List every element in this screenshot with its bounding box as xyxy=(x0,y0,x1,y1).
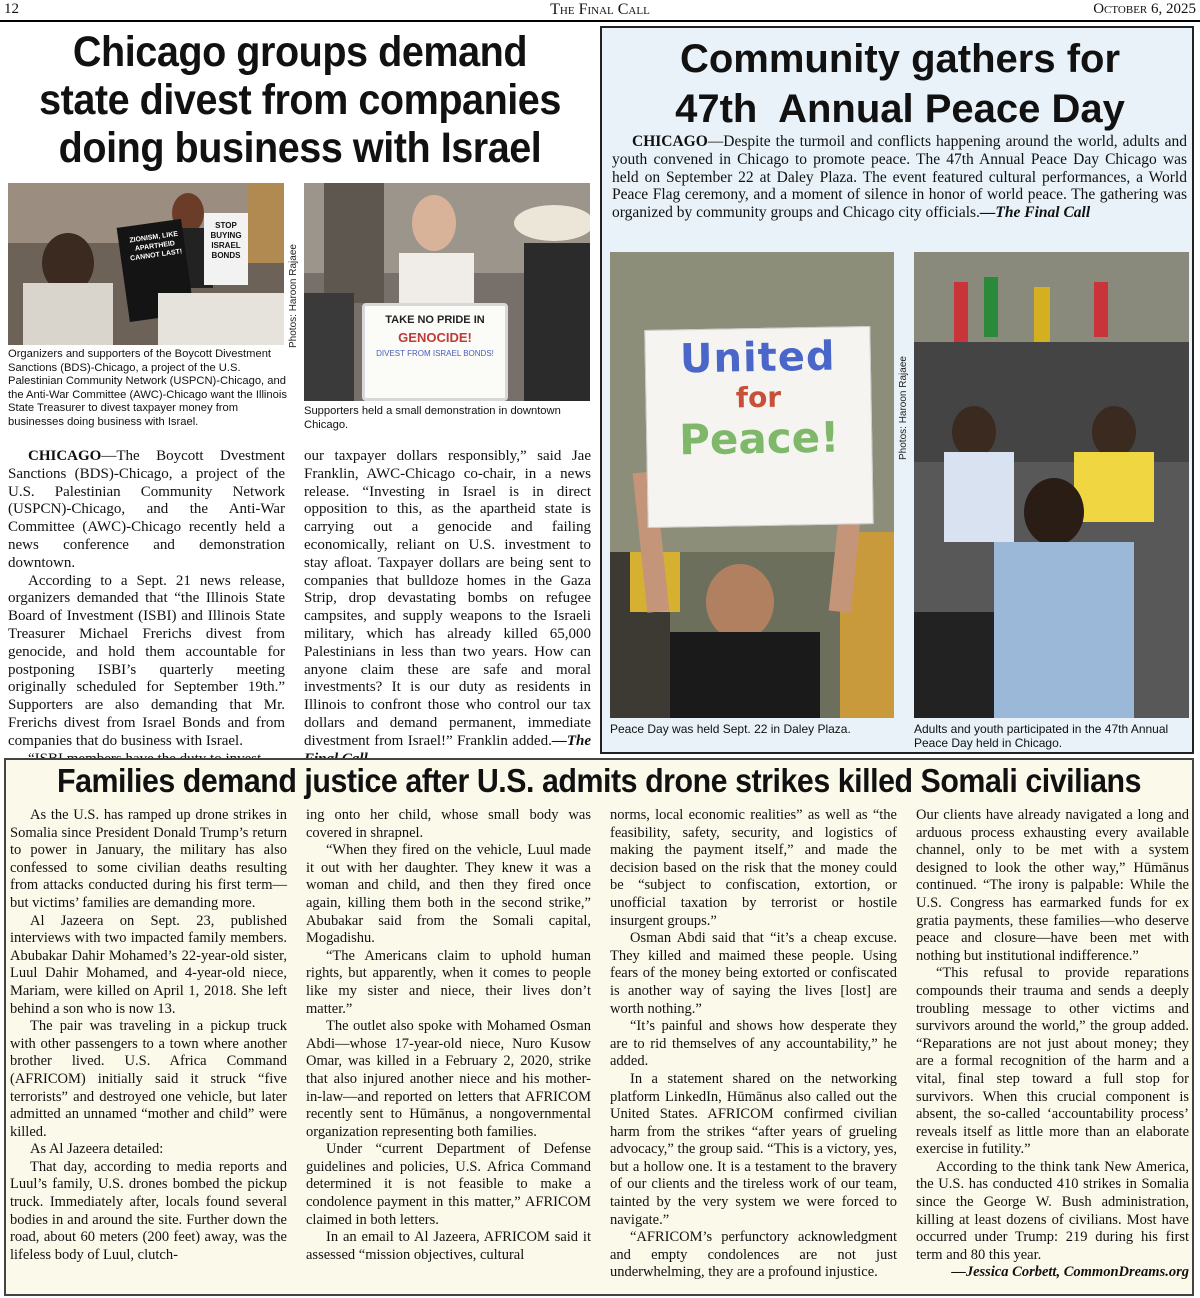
page-date: October 6, 2025 xyxy=(1093,1,1196,17)
article3-paragraph: The pair was traveling in a pickup truck with other passengers to a town where another brother lived. U.S. Africa Command (AFRICOM) initially said it struck “five terrorists” and destroyed one vehicle, but later admitted an unnamed “mother and child” were killed. xyxy=(10,1018,287,1140)
article1-photo-demonstration xyxy=(304,183,590,401)
article1-photo-bds-table xyxy=(8,183,284,345)
article1-headline: Chicago groups demand state divest from companies doing business with Israel xyxy=(39,28,561,172)
sign-stop-buying-bonds: STOP BUYING ISRAEL BONDS xyxy=(210,221,242,260)
article3-paragraph: “This refusal to provide reparations compounds their trauma and sends a deeply troubling message to other victims and survivors around the world,” the group added. “Reparations are not just about money; they are a formal recognition of the harm and a vital, final step toward a full stop for survivors. When this crucial component is absent, the so-called ‘accountability process’ reveals itself as little more than an elaborate exercise in futility.” xyxy=(916,965,1189,1158)
page-number: 12 xyxy=(4,1,19,17)
photo-illustration xyxy=(914,252,1189,718)
article1-byline: —The xyxy=(551,732,591,749)
article2-paragraph: —Despite the turmoil and conflicts happening around the world, adults and youth convened in Chicago to promote peace. The 47th Annual Peace Day Chicago was held on September 22 at Daley Plaza. The event featured cultural performances, a World Peace Flag ceremony, and a moment of silence in honor of world peace. The gathering was organized by community groups and Chicago city officials. xyxy=(612,133,1187,222)
sign-divest-bonds: DIVEST FROM ISRAEL BONDS! xyxy=(376,349,494,358)
article1-column-1 xyxy=(8,448,285,768)
united-for-peace-sign xyxy=(644,326,873,528)
article3-column-2 xyxy=(306,807,591,1264)
article1-photo1-caption: Organizers and supporters of the Boycott Divestment Sanctions (BDS)-Chicago, a project of the U.S. Palestinian Community Network (USPCN)-Chicago, and the Anti-War Committee (AWC)-Chicago want the Illinois State Treasurer to divest taxpayer money from businesses doing business with Israel. xyxy=(8,348,287,428)
article3-column-4 xyxy=(916,807,1189,1282)
article1-column-2 xyxy=(304,448,591,768)
publication-name: The Final Call xyxy=(550,1,650,18)
article3-paragraph: Al Jazeera on Sept. 23, published interviews with two impacted family members. Abubakar Dahir Mohamed’s 22-year-old sister, Luul Dahir Mohamed, and 4-year-old niece, Mariam, were killed on April 1, 2018. She left behind a son who is now 13. xyxy=(10,912,287,1017)
article3-paragraph: “When they fired on the vehicle, Luul made it out with her daughter. They knew it was a woman and child, and then they fired once again, killing them both in the second strike,” Abubakar said from the Somali capital, Mogadishu. xyxy=(306,842,591,947)
sign-peace: Peace! xyxy=(678,412,840,465)
article3-paragraph: Under “current Department of Defense guidelines and policies, U.S. Africa Command determined it is not feasible to make a condolence payment in this matter,” AFRICOM claimed in both letters. xyxy=(306,1141,591,1228)
article3-paragraph: In an email to Al Jazeera, AFRICOM said it assessed “mission objectives, cultural xyxy=(306,1229,591,1263)
article1-dateline: CHICAGO xyxy=(28,448,102,464)
article2-photo-crowd xyxy=(914,252,1189,718)
article2-byline: —The Final Call xyxy=(979,204,1091,222)
article3-paragraph: Our clients have already navigated a long and arduous process exhausting every available channel, only to be met with a system designed to look the other way,” Hūmānus continued. “The irony is palpable: While the U.S. Congress has earmarked funds for ex gratia payments, these families—who deserve peace and closure—have been met with nothing but institutional indifference.” xyxy=(916,807,1189,964)
photo-illustration xyxy=(8,183,284,345)
article3-column-3 xyxy=(610,807,897,1282)
sign-for: for xyxy=(735,380,782,415)
article3-paragraph: norms, local economic realities” as well as “the feasibility, safety, security, and logistics of making the payment itself,” and made the decision based on the risk that the money could be “subject to confiscation, extortion, or unofficial taxation by terrorist or hostile insurgent groups.” xyxy=(610,807,897,929)
article3-paragraph: “The Americans claim to uphold human rights, but apparently, when it comes to people like my sister and niece, their lives don’t matter.” xyxy=(306,947,591,1017)
article3-paragraph: That day, according to media reports and Luul’s family, U.S. drones bombed the pickup truck. Immediately after, locals found several bodies in and around the site. Further down the road, about 60 meters (200 feet) away, was the lifeless body of Luul, clutch- xyxy=(10,1158,287,1263)
article3-paragraph: According to the think tank New America, the U.S. has conducted 410 strikes in Somalia since the George W. Bush administration, killing at least dozens of civilians. Most have occurred under Trump: 219 during his first term and 80 this year. xyxy=(916,1158,1189,1263)
article3-paragraph: As the U.S. has ramped up drone strikes in Somalia since President Donald Trump’s return to power in January, the military has also confessed to some civilian deaths resulting from attacks conducted during his first term—but victims’ families are demanding more. xyxy=(10,807,287,911)
article3-paragraph: “AFRICOM’s perfunctory acknowledgment and empty condolences are not just underwhelming, they are a profound injustice. xyxy=(610,1229,897,1281)
article1-photo2-caption: Supporters held a small demonstration in downtown Chicago. xyxy=(304,405,561,431)
article3-paragraph: ing onto her child, whose small body was covered in shrapnel. xyxy=(306,807,591,841)
article2-photo1-caption: Peace Day was held Sept. 22 in Daley Plaza. xyxy=(610,722,851,736)
sign-united: United xyxy=(679,333,836,383)
article1-paragraph: our taxpayer dollars responsibly,” said Jae Franklin, AWC-Chicago co-chair, in a news release. “Investing in Israel is in direct opposition to this, as the apartheid state is carrying out a genocide and failing economically, reliant on U.S. investment to stay afloat. Taxpayer dollars are being sent to companies that bulldoze homes in the Gaza Strip, drop devastating bombs on refugee campsites, and supply weapons to the Israeli military, which has already killed 65,000 Palestinians in less than two years. How can anyone claim these are safe and moral investments? It is our duty as residents in Illinois to confront those who control our tax dollars and demand permanent, immediate divestment from Israel!” Franklin added. xyxy=(304,448,591,749)
article1-paragraph: According to a Sept. 21 news release, organizers demanded that “the Illinois State Board of Investment (ISBI) and Illinois State Treasurer Michael Frerichs divest from genocide, and hold them accountable for postponing ISBI’s quarterly meeting originally scheduled for September 19th.” Supporters are also demanding that Mr. Frerichs divest from Israel Bonds and from companies that do business with Israel. xyxy=(8,572,285,749)
sign-genocide: GENOCIDE! xyxy=(398,330,472,345)
article3-headline: Families demand justice after U.S. admits drone strikes killed Somali civilians xyxy=(56,762,1142,799)
article2-headline: Community gathers for 47th Annual Peace Day xyxy=(675,37,1132,131)
page-header xyxy=(0,0,1200,22)
article2-body xyxy=(612,133,1187,222)
whiteboard-sign xyxy=(362,303,508,401)
article3-paragraph: In a statement shared on the networking platform LinkedIn, Hūmānus also called out the United States. AFRICOM confirmed civilian harm from the strikes “after years of grueling advocacy,” the group said. “This is a victory, yes, but a hollow one. It is a testament to the bravery of our clients and the tireless work of our team, tainted by the very system we were forced to navigate.” xyxy=(610,1070,897,1228)
article3-paragraph: As Al Jazeera detailed: xyxy=(30,1141,164,1158)
article2-photo-sign xyxy=(610,252,894,718)
article2-dateline: CHICAGO xyxy=(632,133,708,150)
article2-photo2-caption: Adults and youth participated in the 47th Annual Peace Day held in Chicago. xyxy=(914,722,1169,750)
article3-paragraph: Osman Abdi said that “it’s a cheap excuse. They killed and maimed these people. Using fears of the money being extorted or confiscated is another way of saying the lives [lost] are worth nothing.” xyxy=(610,930,897,1017)
article3-paragraph: “It’s painful and shows how desperate they are to rid themselves of any accountability,” he added. xyxy=(610,1018,897,1070)
article3-column-1 xyxy=(10,807,287,1264)
article3-byline: —Jessica Corbett, CommonDreams.org xyxy=(951,1264,1189,1281)
article1-photo-credit: Photos: Haroon Rajaee xyxy=(288,244,299,348)
article3-paragraph: The outlet also spoke with Mohamed Osman Abdi—whose 17-year-old niece, Nuro Kusow Omar, was killed in a February 2, 2020, strike that also injured another niece and his mother-in-law—and reported on letters that AFRICOM recently sent to Hūmānus, a nongovernmental organization representing both families. xyxy=(306,1018,591,1140)
sign-take-no-pride: TAKE NO PRIDE IN xyxy=(385,314,485,326)
article1-paragraph: —The Boycott Dvestment Sanctions (BDS)-Chicago, a project of the U.S. Palestinian Community Network (USPCN)-Chicago, and the Anti-War Committee (AWC)-Chicago recently held a news conference and demonstration downtown. xyxy=(8,448,285,571)
article2-photo-credit: Photos: Haroon Rajaee xyxy=(898,356,909,460)
poster-zionism: ZIONISM, LIKE APARTHEID CANNOT LAST! xyxy=(128,230,183,263)
